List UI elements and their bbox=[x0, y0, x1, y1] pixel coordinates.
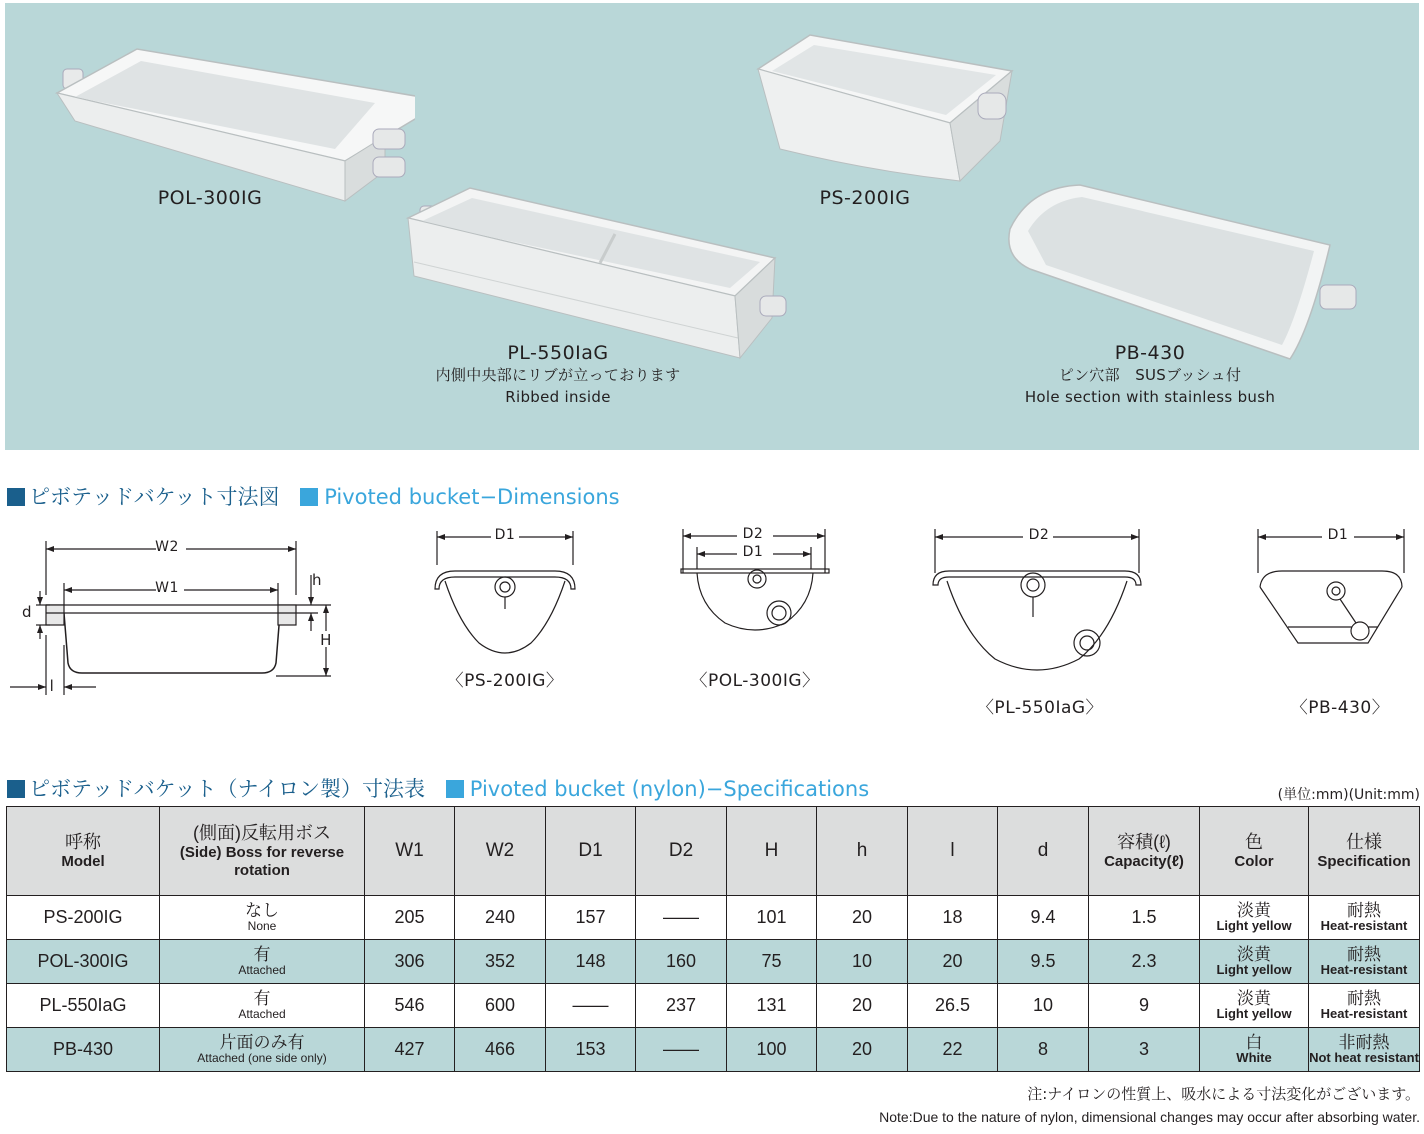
dark-square-icon bbox=[7, 780, 25, 798]
unit-note: (単位:mm)(Unit:mm) bbox=[1277, 787, 1420, 803]
table-row bbox=[7, 1028, 1420, 1072]
header-d2: D2 bbox=[636, 807, 727, 896]
cell-d: 8 bbox=[998, 1028, 1089, 1072]
dimensions-heading bbox=[7, 481, 620, 511]
cell-d1: 153 bbox=[546, 1028, 636, 1072]
l-label: l bbox=[49, 677, 55, 695]
cell-d2: —— bbox=[636, 1028, 727, 1072]
cell-H: 100 bbox=[727, 1028, 817, 1072]
ps-d1-label: D1 bbox=[494, 527, 516, 543]
cell-model: PB-430 bbox=[7, 1028, 160, 1072]
table-row bbox=[7, 940, 1420, 984]
table-row bbox=[7, 896, 1420, 940]
ps-200ig-caption: PS-200IG bbox=[819, 187, 911, 209]
ps-200ig-end-view bbox=[425, 525, 585, 665]
cell-model: POL-300IG bbox=[7, 940, 160, 984]
cell-d2: 237 bbox=[636, 984, 727, 1028]
ps-200ig-diagram-caption: 〈PS-200IG〉 bbox=[446, 671, 564, 691]
blue-square-icon bbox=[446, 780, 464, 798]
cell-H: 131 bbox=[727, 984, 817, 1028]
cell-w2: 466 bbox=[455, 1028, 546, 1072]
pb-430-note-en: Hole section with stainless bush bbox=[1024, 388, 1276, 406]
cell-h: 10 bbox=[817, 940, 908, 984]
blue-square-icon bbox=[300, 488, 318, 506]
table-header-row bbox=[7, 807, 1420, 896]
cell-capacity: 9 bbox=[1089, 984, 1200, 1028]
specifications-heading-en: Pivoted bucket (nylon)−Specifications bbox=[469, 777, 870, 801]
cell-color: 淡黄 Light yellow bbox=[1200, 940, 1309, 984]
cell-boss: 有 Attached bbox=[160, 940, 365, 984]
pol-300ig-diagram-caption: 〈POL-300IG〉 bbox=[690, 671, 820, 691]
cell-w2: 240 bbox=[455, 896, 546, 940]
header-l: l bbox=[908, 807, 998, 896]
cell-capacity: 3 bbox=[1089, 1028, 1200, 1072]
specifications-table bbox=[6, 806, 1420, 1072]
pl-550iag-model: PL-550IaG bbox=[507, 342, 609, 364]
cell-d1: —— bbox=[546, 984, 636, 1028]
header-d: d bbox=[998, 807, 1089, 896]
dark-square-icon bbox=[7, 488, 25, 506]
ps-200ig-photo bbox=[750, 31, 1020, 191]
dimensions-heading-en: Pivoted bucket−Dimensions bbox=[324, 485, 620, 509]
pb-430-photo bbox=[990, 179, 1375, 369]
cell-boss: なし None bbox=[160, 896, 365, 940]
cell-w2: 600 bbox=[455, 984, 546, 1028]
cell-boss: 片面のみ有 Attached (one side only) bbox=[160, 1028, 365, 1072]
cell-l: 26.5 bbox=[908, 984, 998, 1028]
cell-w1: 205 bbox=[365, 896, 455, 940]
header-H: H bbox=[727, 807, 817, 896]
cell-capacity: 1.5 bbox=[1089, 896, 1200, 940]
table-row bbox=[7, 984, 1420, 1028]
cell-H: 101 bbox=[727, 896, 817, 940]
cell-w1: 306 bbox=[365, 940, 455, 984]
cell-specification: 耐熱 Heat-resistant bbox=[1309, 984, 1420, 1028]
header-d1: D1 bbox=[546, 807, 636, 896]
pl-550iag-photo bbox=[400, 178, 790, 363]
cell-d2: 160 bbox=[636, 940, 727, 984]
pl-550iag-end-view bbox=[925, 525, 1155, 685]
pl-d2-label: D2 bbox=[1028, 527, 1050, 543]
cell-l: 22 bbox=[908, 1028, 998, 1072]
pb-430-note-jp: ピン穴部 SUSブッシュ付 bbox=[1058, 366, 1242, 384]
pb-430-end-view bbox=[1248, 525, 1418, 665]
header-w1: W1 bbox=[365, 807, 455, 896]
h-small-label: h bbox=[311, 571, 322, 589]
pl-550iag-note-jp: 内側中央部にリブが立っております bbox=[435, 366, 681, 384]
footnote-en: Note:Due to the nature of nylon, dimensional changes may occur after absorbing water. bbox=[879, 1109, 1420, 1125]
header-model: 呼称 Model bbox=[7, 807, 160, 896]
footnote-jp: 注:ナイロンの性質上、吸水による寸法変化がございます。 bbox=[1027, 1085, 1420, 1103]
pb-430-diagram-caption: 〈PB-430〉 bbox=[1290, 698, 1390, 718]
pb-430-model: PB-430 bbox=[1114, 342, 1186, 364]
cell-specification: 耐熱 Heat-resistant bbox=[1309, 940, 1420, 984]
cell-model: PS-200IG bbox=[7, 896, 160, 940]
cell-d1: 148 bbox=[546, 940, 636, 984]
pol-d2-label: D2 bbox=[742, 526, 764, 542]
cell-w1: 427 bbox=[365, 1028, 455, 1072]
cell-capacity: 2.3 bbox=[1089, 940, 1200, 984]
side-view-diagram bbox=[6, 535, 346, 705]
cell-color: 淡黄 Light yellow bbox=[1200, 896, 1309, 940]
cell-l: 20 bbox=[908, 940, 998, 984]
cell-color: 白 White bbox=[1200, 1028, 1309, 1072]
cell-h: 20 bbox=[817, 896, 908, 940]
cell-model: PL-550IaG bbox=[7, 984, 160, 1028]
cell-w2: 352 bbox=[455, 940, 546, 984]
header-color: 色 Color bbox=[1200, 807, 1309, 896]
header-boss: (側面)反転用ボス (Side) Boss for reverse rotation bbox=[160, 807, 365, 896]
H-label: H bbox=[320, 631, 332, 649]
w1-label: W1 bbox=[155, 580, 179, 596]
w2-label: W2 bbox=[155, 539, 179, 555]
cell-specification: 非耐熱 Not heat resistant bbox=[1309, 1028, 1420, 1072]
cell-h: 20 bbox=[817, 1028, 908, 1072]
pl-550iag-caption bbox=[385, 342, 731, 408]
cell-h: 20 bbox=[817, 984, 908, 1028]
pol-d1-label: D1 bbox=[742, 544, 764, 560]
pl-550iag-diagram-caption: 〈PL-550IaG〉 bbox=[976, 698, 1104, 718]
pol-300ig-end-view bbox=[675, 525, 835, 645]
pol-300ig-photo bbox=[45, 41, 415, 206]
product-photo-panel bbox=[5, 3, 1419, 450]
cell-boss: 有 Attached bbox=[160, 984, 365, 1028]
pb-d1-label: D1 bbox=[1327, 527, 1349, 543]
cell-specification: 耐熱 Heat-resistant bbox=[1309, 896, 1420, 940]
cell-d: 9.4 bbox=[998, 896, 1089, 940]
cell-d: 9.5 bbox=[998, 940, 1089, 984]
cell-l: 18 bbox=[908, 896, 998, 940]
specifications-heading bbox=[7, 773, 869, 803]
header-capacity: 容積(ℓ) Capacity(ℓ) bbox=[1089, 807, 1200, 896]
cell-color: 淡黄 Light yellow bbox=[1200, 984, 1309, 1028]
header-h: h bbox=[817, 807, 908, 896]
cell-d: 10 bbox=[998, 984, 1089, 1028]
dimensions-heading-jp: ピボテッドバケット寸法図 bbox=[29, 485, 280, 509]
header-w2: W2 bbox=[455, 807, 546, 896]
d-label: d bbox=[21, 603, 33, 621]
pol-300ig-caption: POL-300IG bbox=[157, 187, 263, 209]
cell-d2: —— bbox=[636, 896, 727, 940]
cell-w1: 546 bbox=[365, 984, 455, 1028]
pb-430-caption bbox=[980, 342, 1320, 408]
specifications-heading-jp: ピボテッドバケット（ナイロン製）寸法表 bbox=[29, 777, 426, 801]
pl-550iag-note-en: Ribbed inside bbox=[505, 388, 611, 406]
header-specification: 仕様 Specification bbox=[1309, 807, 1420, 896]
cell-H: 75 bbox=[727, 940, 817, 984]
cell-d1: 157 bbox=[546, 896, 636, 940]
